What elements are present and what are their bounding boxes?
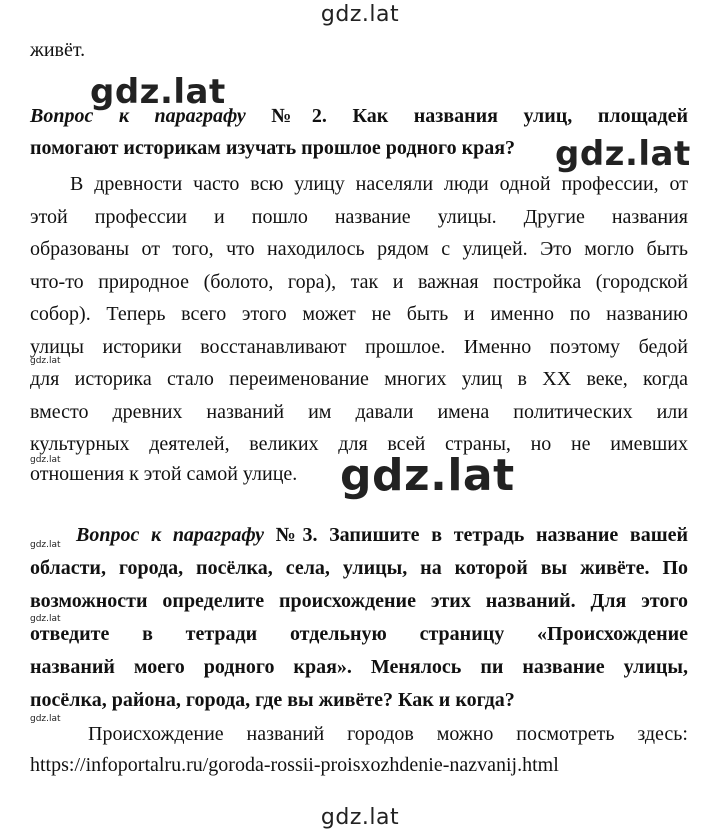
q3-answer-link[interactable]: https://infoportalru.ru/goroda-rossii-proisxozhdenie-nazvanij.html — [30, 754, 559, 776]
q3-title-part: №3. Запишите в тетрадь название вашей — [275, 524, 688, 546]
q2-answer-line: для историка стало переименование многих улиц в XX веке, когда — [30, 368, 688, 390]
watermark-tiny: gdz.lat — [30, 614, 61, 624]
lead-word: живёт. — [30, 39, 86, 61]
q2-answer-line: В древности часто всю улицу населяли люди одной профессии, от — [70, 173, 688, 195]
q2-title-line-2: помогают историкам изучать прошлое родного края? — [30, 137, 516, 159]
q2-title-part: №2. Как названия улиц, площадей — [271, 105, 688, 127]
watermark-tiny: gdz.lat — [30, 356, 61, 366]
q2-answer-line: отношения к этой самой улице. — [30, 463, 298, 485]
q3-answer-line: Происхождение названий городов можно посмотреть здесь: — [88, 723, 688, 745]
watermark-large-2: gdz.lat — [555, 134, 691, 174]
watermark-huge: gdz.lat — [340, 450, 515, 501]
watermark-top: gdz.lat — [320, 2, 400, 27]
watermark-tiny: gdz.lat — [30, 714, 61, 724]
q2-answer-line: что-то природное (болото, гора), так и важная постройка (городской — [30, 271, 688, 293]
q3-title-line: посёлка, района, города, где вы живёте? Как и когда? — [30, 689, 515, 711]
q3-title-line: возможности определите происхождение этих названий. Для этого — [30, 590, 688, 612]
q3-title-line: области, города, посёлка, села, улицы, на которой вы живёте. По — [30, 557, 688, 579]
q2-answer-line: этой профессии и пошло название улицы. Другие названия — [30, 206, 688, 228]
q2-answer-line: образованы от того, что находилось рядом с улицей. Это могло быть — [30, 238, 688, 260]
watermark-large-1: gdz.lat — [90, 72, 226, 112]
q3-title-line: названий моего родного края». Менялось пи название улицы, — [30, 656, 688, 678]
q3-title-line-1 — [76, 523, 688, 547]
q2-answer-line: вместо древних названий им давали имена политических или — [30, 401, 688, 423]
q2-answer-line: культурных деятелей, великих для всей страны, но не имевших — [30, 433, 688, 455]
q3-label: Вопрос к параграфу — [76, 524, 264, 546]
q3-title-line: отведите в тетради отдельную страницу «Происхождение — [30, 623, 688, 645]
watermark-tiny: gdz.lat — [30, 455, 61, 465]
watermark-tiny: gdz.lat — [30, 540, 61, 550]
q2-answer-line: улицы историки восстанавливают прошлое. Именно поэтому бедой — [30, 336, 688, 358]
q2-answer-line: собор). Теперь всего этого может не быть и именно по названию — [30, 303, 688, 325]
q2-label: Вопрос к параграфу — [30, 105, 246, 127]
watermark-bottom: gdz.lat — [320, 805, 400, 830]
